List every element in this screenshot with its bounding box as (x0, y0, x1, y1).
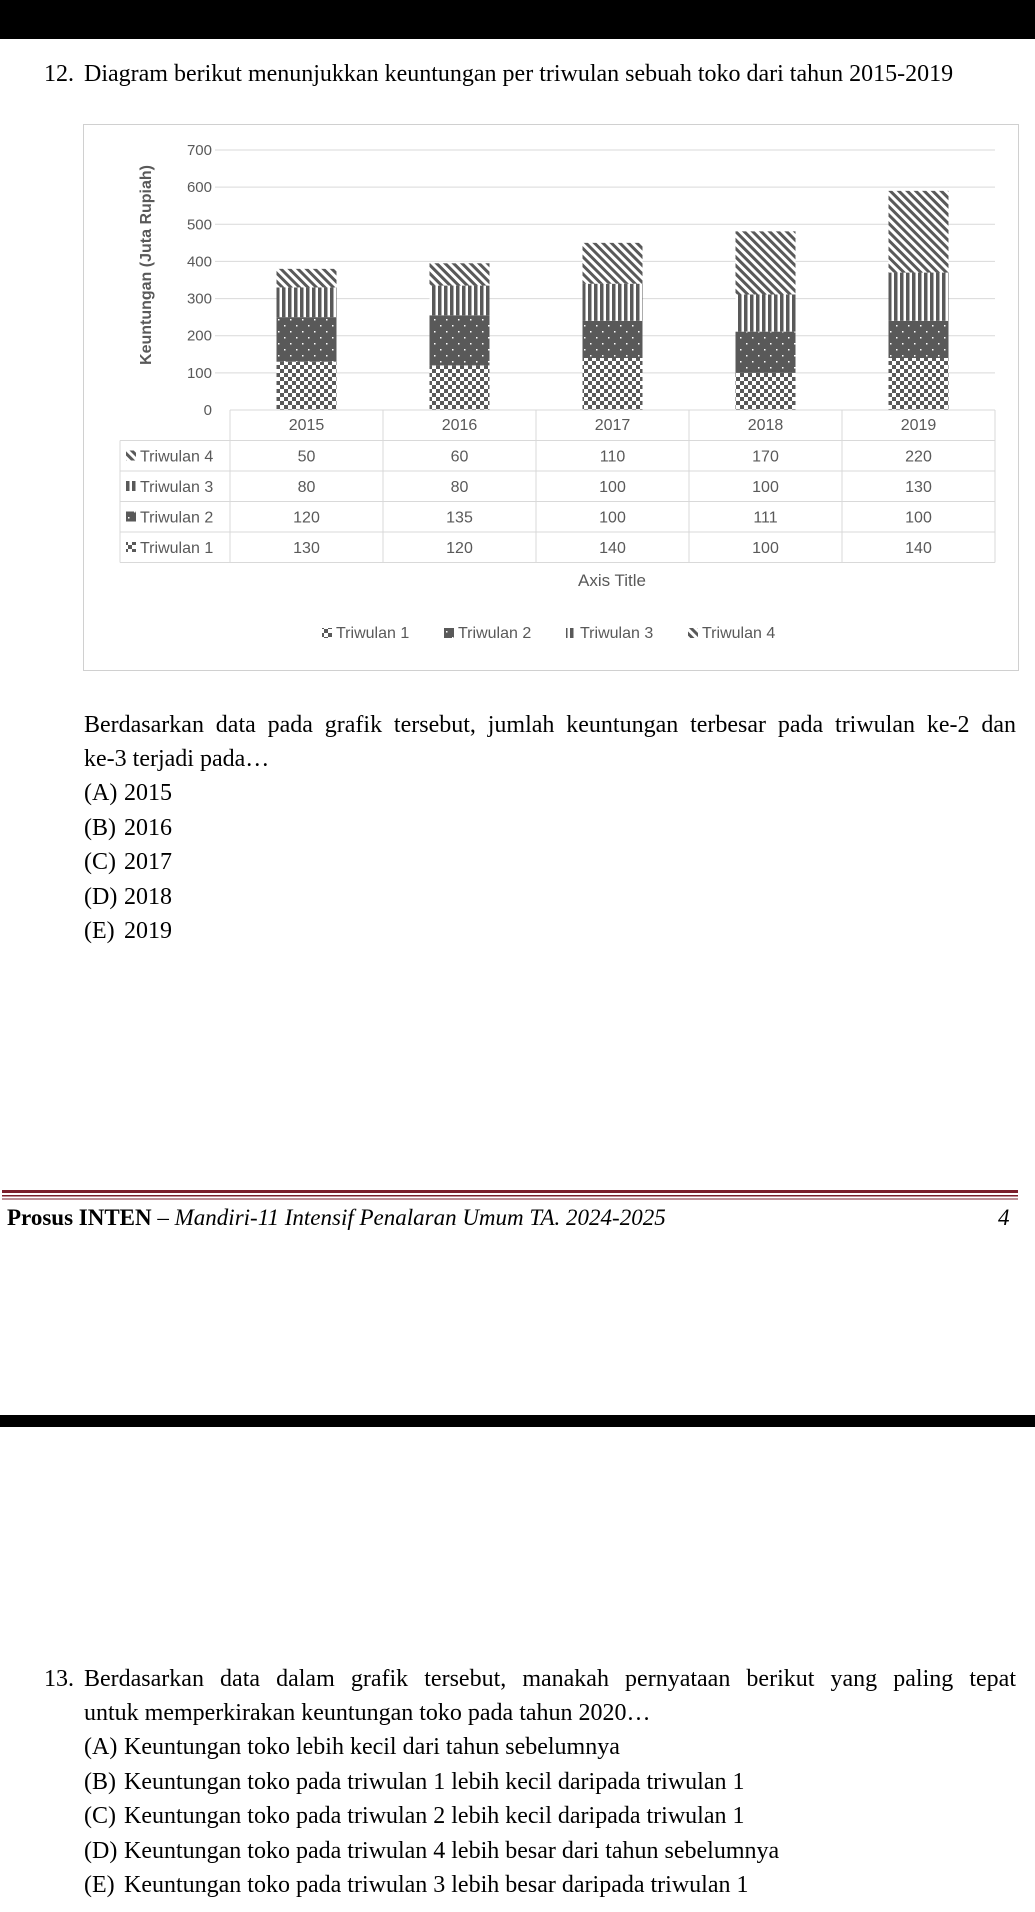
table-value: 120 (446, 540, 473, 557)
table-series-label: Triwulan 1 (140, 540, 214, 557)
table-value: 220 (905, 448, 932, 466)
footer-left (7, 1205, 666, 1231)
bar-triwulan-4-2018 (736, 231, 796, 294)
option-text: 2015 (124, 780, 172, 806)
footer-rule (0, 1190, 1020, 1202)
table-series-label: Triwulan 2 (140, 509, 214, 527)
q12-question-line2: ke-3 terjadi pada… (84, 746, 270, 772)
bar-triwulan-2-2016 (430, 315, 490, 365)
bar-triwulan-4-2019 (889, 191, 949, 273)
option-text: Keuntungan toko pada triwulan 3 lebih besar daripada triwulan 1 (124, 1872, 749, 1898)
option-label: (A) (84, 1734, 118, 1760)
footer-dash: – (157, 1205, 169, 1230)
table-value: 60 (450, 448, 469, 466)
stacked-bar-chart (84, 125, 1018, 670)
y-axis-label: Keuntungan (Juta Rupiah) (138, 165, 155, 365)
x-tick-label: 2018 (747, 417, 784, 434)
bar-triwulan-2-2018 (736, 332, 796, 373)
legend-swatch (322, 628, 332, 638)
legend-label: Triwulan 1 (336, 625, 410, 642)
y-tick-label: 400 (186, 253, 212, 271)
table-legend-swatch (126, 451, 136, 461)
x-axis-title: Axis Title (577, 571, 647, 590)
bar-triwulan-4-2017 (583, 243, 643, 284)
option-text: Keuntungan toko pada triwulan 1 lebih kecil daripada triwulan 1 (124, 1768, 745, 1795)
bar-triwulan-1-2015 (277, 362, 337, 410)
q13-option-e[interactable] (84, 1871, 748, 1899)
q13-option-c[interactable] (84, 1802, 744, 1830)
chart-container (83, 124, 1019, 671)
legend-label: Triwulan 3 (580, 625, 654, 642)
y-tick-label: 700 (186, 142, 212, 159)
bar-triwulan-2-2017 (583, 321, 643, 358)
x-tick-label: 2017 (594, 417, 631, 434)
table-legend-swatch (126, 512, 136, 522)
bar-triwulan-1-2019 (889, 358, 949, 410)
option-text: 2018 (124, 883, 172, 910)
table-value: 140 (599, 540, 626, 557)
option-text: 2019 (124, 918, 172, 944)
table-value: 135 (446, 509, 473, 527)
table-series-label: Triwulan 3 (140, 479, 214, 496)
footer-course: Mandiri-11 Intensif Penalaran Umum TA. 2024-2025 (174, 1205, 666, 1230)
option-label: (C) (84, 849, 116, 875)
bar-triwulan-2-2019 (889, 321, 949, 358)
table-value: 100 (752, 540, 779, 557)
table-legend-swatch (126, 542, 136, 552)
q12-option-e[interactable] (84, 917, 172, 945)
table-value: 111 (753, 509, 778, 527)
option-label: (B) (84, 1768, 116, 1795)
y-tick-label: 0 (203, 402, 212, 419)
option-label: (E) (84, 918, 115, 944)
bar-triwulan-3-2018 (736, 294, 796, 331)
table-value: 100 (752, 479, 779, 496)
table-value: 140 (905, 540, 932, 557)
table-value: 50 (297, 448, 316, 466)
legend-swatch (688, 628, 698, 638)
y-tick-label: 600 (186, 179, 212, 197)
legend-swatch (444, 628, 454, 638)
table-value: 130 (905, 479, 932, 496)
table-value: 80 (297, 479, 316, 496)
option-label: (A) (84, 780, 118, 806)
option-label: (B) (84, 814, 116, 841)
bar-triwulan-1-2017 (583, 358, 643, 410)
q13-line2: untuk memperkirakan keuntungan toko pada tahun 2020… (84, 1700, 651, 1726)
bar-triwulan-3-2016 (430, 286, 490, 316)
footer-brand: Prosus INTEN (7, 1205, 152, 1230)
top-black-bar (0, 0, 1035, 39)
table-value: 100 (599, 479, 626, 496)
table-value: 130 (293, 540, 320, 557)
option-text: Keuntungan toko pada triwulan 4 lebih besar dari tahun sebelumnya (124, 1837, 780, 1864)
y-tick-label: 200 (186, 327, 212, 345)
q12-option-d[interactable] (84, 883, 172, 911)
option-text: Keuntungan toko lebih kecil dari tahun sebelumnya (124, 1734, 620, 1760)
bar-triwulan-1-2018 (736, 373, 796, 410)
table-value: 170 (752, 448, 779, 466)
bar-triwulan-3-2015 (277, 287, 337, 317)
q13-line1: Berdasarkan data dalam grafik tersebut, manakah pernyataan berikut yang paling tepat (84, 1666, 1016, 1692)
table-value: 80 (450, 479, 469, 496)
table-value: 100 (905, 509, 932, 527)
q12-number: 12. (44, 61, 74, 87)
bar-triwulan-3-2017 (583, 284, 643, 321)
x-tick-label: 2015 (288, 417, 325, 434)
page-separator-bar (0, 1415, 1035, 1427)
y-tick-label: 500 (186, 216, 212, 234)
option-text: 2016 (124, 814, 172, 841)
q13-option-b[interactable] (84, 1768, 744, 1796)
legend-label: Triwulan 4 (702, 625, 776, 642)
bar-triwulan-3-2019 (889, 273, 949, 321)
table-series-label: Triwulan 4 (140, 448, 214, 466)
bar-triwulan-4-2016 (430, 263, 490, 285)
option-label: (E) (84, 1872, 115, 1898)
option-text: 2017 (124, 849, 172, 875)
table-value: 110 (599, 448, 626, 466)
q13-option-d[interactable] (84, 1837, 779, 1865)
option-label: (D) (84, 883, 118, 910)
table-value: 120 (293, 509, 320, 527)
q12-question-line1: Berdasarkan data pada grafik tersebut, jumlah keuntungan terbesar pada triwulan ke-2 dan (84, 712, 1016, 738)
q13-option-a[interactable] (84, 1733, 620, 1761)
option-label: (D) (84, 1837, 118, 1864)
q12-option-b[interactable] (84, 814, 172, 842)
q13-number: 13. (44, 1666, 74, 1692)
legend-swatch (566, 628, 576, 638)
table-legend-swatch (126, 481, 136, 491)
bar-triwulan-4-2015 (277, 269, 337, 288)
q12-option-a[interactable] (84, 779, 172, 807)
table-value: 100 (599, 509, 626, 527)
q12-title: Diagram berikut menunjukkan keuntungan per triwulan sebuah toko dari tahun 2015-2019 (84, 61, 954, 87)
bar-triwulan-2-2015 (277, 317, 337, 362)
y-tick-label: 300 (186, 290, 212, 308)
bar-triwulan-1-2016 (430, 365, 490, 410)
q12-option-c[interactable] (84, 848, 172, 876)
option-text: Keuntungan toko pada triwulan 2 lebih kecil daripada triwulan 1 (124, 1803, 745, 1829)
y-tick-label: 100 (186, 364, 212, 382)
x-tick-label: 2019 (900, 417, 937, 434)
x-tick-label: 2016 (441, 417, 478, 434)
option-label: (C) (84, 1803, 116, 1829)
footer-page-number: 4 (998, 1205, 1010, 1230)
legend-label: Triwulan 2 (458, 625, 532, 642)
